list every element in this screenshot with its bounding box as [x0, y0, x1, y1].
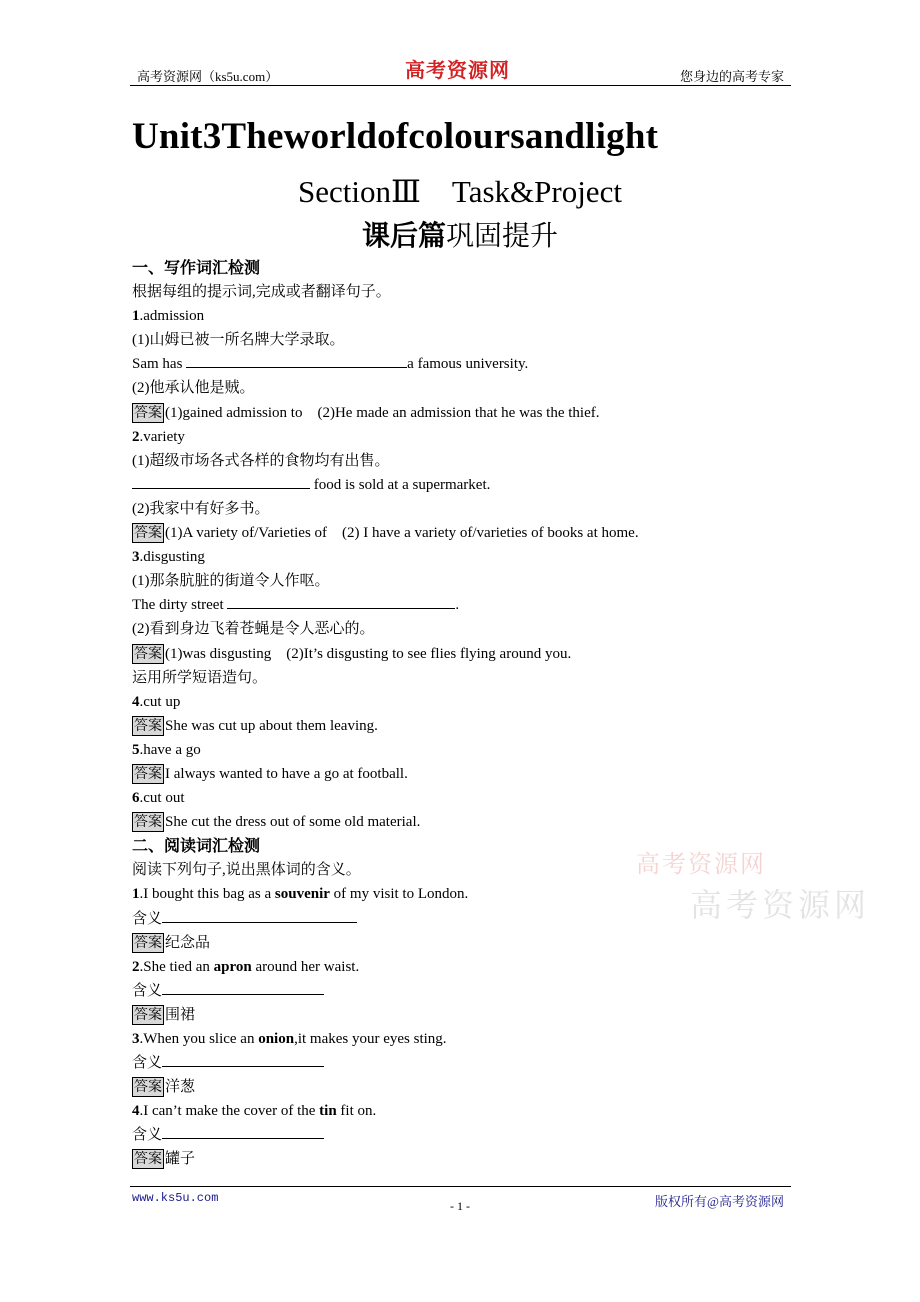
- r1-num: 1: [132, 886, 140, 903]
- meaning-label: 含义: [132, 1055, 163, 1072]
- q4-num: 4: [132, 693, 140, 710]
- q2-answer-text: (1)A variety of/Varieties of (2) I have a variety of/varieties of books at home.: [165, 525, 639, 542]
- part2-heading: 二、阅读词汇检测: [132, 836, 261, 856]
- meaning-label: 含义: [132, 1127, 163, 1144]
- answer-blank[interactable]: [227, 595, 455, 609]
- q2-word-text: .variety: [139, 428, 185, 445]
- q6-word-text: .cut out: [139, 790, 185, 807]
- q2-num: 2: [132, 428, 140, 445]
- q1-answer-text: (1)gained admission to (2)He made an admission that he was the thief.: [165, 404, 600, 421]
- q2-fill-line: [132, 473, 792, 497]
- q2-sentence1: (1)超级市场各式各样的食物均有出售。: [132, 452, 390, 469]
- q3-word-text: .disgusting: [139, 549, 205, 566]
- q1-fill-pre: Sam has: [132, 356, 187, 373]
- q5-num: 5: [132, 741, 140, 758]
- answer-label: 答案: [134, 525, 162, 542]
- r4-meaning: [132, 1123, 792, 1147]
- q1-sentence2: (2)他承认他是贼。: [132, 380, 255, 397]
- answer-label: 答案: [134, 645, 162, 662]
- r3-meaning: [132, 1051, 792, 1075]
- section-heading: [0, 214, 920, 254]
- q5-answer-text: I always wanted to have a go at football.: [165, 765, 408, 782]
- r4-answer: [132, 1147, 792, 1171]
- q1-num: 1: [132, 308, 140, 325]
- r4-sentence: [132, 1099, 792, 1123]
- q6-answer: [132, 810, 792, 834]
- q1-sentence1: (1)山姆已被一所名牌大学录取。: [132, 332, 345, 349]
- q3-fill-line: [132, 593, 792, 617]
- r3-num: 3: [132, 1031, 140, 1047]
- q5-answer: [132, 762, 792, 786]
- exercise-content: [132, 256, 792, 1172]
- answer-blank[interactable]: [132, 475, 310, 489]
- footer-divider: [130, 1186, 791, 1187]
- r2-pre: .She tied an: [139, 958, 214, 975]
- answer-blank[interactable]: [162, 1053, 324, 1067]
- r1-keyword: souvenir: [274, 886, 330, 903]
- r2-answer-text: 围裙: [165, 1006, 196, 1023]
- part2-instruction: 阅读下列句子,说出黑体词的含义。: [132, 862, 361, 879]
- meaning-label: 含义: [132, 982, 163, 999]
- footer-copyright: 版权所有@高考资源网: [655, 1194, 784, 1209]
- r2-answer: [132, 1003, 792, 1027]
- r2-post: around her waist.: [251, 958, 360, 975]
- header-slogan: 您身边的高考专家: [679, 69, 784, 84]
- answer-blank[interactable]: [186, 354, 407, 368]
- q1-word: [132, 304, 792, 328]
- r2-sentence: [132, 955, 792, 979]
- r2-keyword: apron: [213, 958, 252, 975]
- r1-pre: .I bought this bag as a: [139, 886, 275, 903]
- unit-title: Unit3Theworldofcoloursandlight: [132, 116, 659, 157]
- q1-fill-post: a famous university.: [407, 356, 529, 373]
- header-divider: [130, 85, 791, 86]
- q2-word: [132, 425, 792, 449]
- q4-word-text: .cut up: [139, 693, 181, 710]
- footer-website-link[interactable]: www.ks5u.com: [132, 1191, 219, 1205]
- section-heading-bold: 课后篇: [361, 219, 446, 252]
- r4-pre: .I can’t make the cover of the: [139, 1103, 320, 1120]
- q3-answer-text: (1)was disgusting (2)It’s disgusting to see flies flying around you.: [165, 645, 572, 662]
- header-site-name: 高考资源网（ks5u.com）: [137, 69, 279, 84]
- answer-label: 答案: [134, 1151, 162, 1168]
- r3-pre: .When you slice an: [139, 1031, 259, 1047]
- q3-sentence1: (1)那条肮脏的街道令人作呕。: [132, 573, 330, 590]
- header-logo: 高考资源网: [405, 58, 510, 82]
- q3-fill-post: .: [455, 597, 460, 614]
- r2-num: 2: [132, 958, 140, 975]
- answer-label: 答案: [134, 1079, 162, 1096]
- part1-heading: 一、写作词汇检测: [132, 258, 261, 277]
- r3-sentence: [132, 1027, 792, 1051]
- r3-keyword: onion: [258, 1031, 295, 1047]
- q1-answer: [132, 401, 792, 425]
- answer-label: 答案: [134, 404, 162, 421]
- q6-num: 6: [132, 790, 140, 807]
- r1-answer-text: 纪念品: [165, 934, 211, 951]
- page-number: - 1 -: [450, 1199, 470, 1213]
- q2-fill-post: food is sold at a supermarket.: [310, 476, 491, 493]
- r2-meaning: [132, 979, 792, 1003]
- meaning-label: 含义: [132, 910, 163, 927]
- r1-answer: [132, 931, 792, 955]
- r4-answer-text: 罐子: [165, 1151, 196, 1168]
- q5-word: [132, 738, 792, 762]
- q3-num: 3: [132, 549, 140, 566]
- r4-keyword: tin: [319, 1103, 337, 1120]
- answer-label: 答案: [134, 765, 162, 782]
- answer-label: 答案: [134, 934, 162, 951]
- answer-blank[interactable]: [162, 909, 357, 923]
- r3-answer-text: 洋葱: [165, 1079, 196, 1096]
- section-subtitle: SectionⅢ Task&Project: [298, 174, 622, 209]
- part1-instruction: 根据每组的提示词,完成或者翻译句子。: [132, 284, 391, 301]
- r1-post: of my visit to London.: [329, 886, 469, 903]
- answer-label: 答案: [134, 1006, 162, 1023]
- answer-blank[interactable]: [162, 1125, 324, 1139]
- section-heading-light: 巩固提升: [446, 219, 559, 252]
- answer-label: 答案: [134, 814, 162, 831]
- r3-answer: [132, 1075, 792, 1099]
- q2-answer: [132, 521, 792, 545]
- answer-label: 答案: [134, 717, 162, 734]
- q4-answer: [132, 714, 792, 738]
- q4-word: [132, 690, 792, 714]
- q1-word-text: .admission: [139, 308, 205, 325]
- watermark-line2: 高考资源网: [690, 886, 871, 924]
- r3-post: ,it makes your eyes sting.: [294, 1031, 447, 1047]
- q2-sentence2: (2)我家中有好多书。: [132, 500, 270, 517]
- r4-post: fit on.: [336, 1103, 377, 1120]
- q1-fill-line: [132, 352, 792, 376]
- q5-word-text: .have a go: [139, 741, 201, 758]
- q3-fill-pre: The dirty street: [132, 597, 228, 614]
- watermark-line1: 高考资源网: [636, 850, 766, 878]
- q3-answer: [132, 642, 792, 666]
- q3-sentence2: (2)看到身边飞着苍蝇是令人恶心的。: [132, 621, 375, 638]
- q3-word: [132, 545, 792, 569]
- phrase-instruction: 运用所学短语造句。: [132, 669, 268, 686]
- q6-word: [132, 786, 792, 810]
- q6-answer-text: She cut the dress out of some old material.: [165, 814, 421, 831]
- answer-blank[interactable]: [162, 981, 324, 995]
- q4-answer-text: She was cut up about them leaving.: [165, 717, 378, 734]
- r4-num: 4: [132, 1103, 140, 1120]
